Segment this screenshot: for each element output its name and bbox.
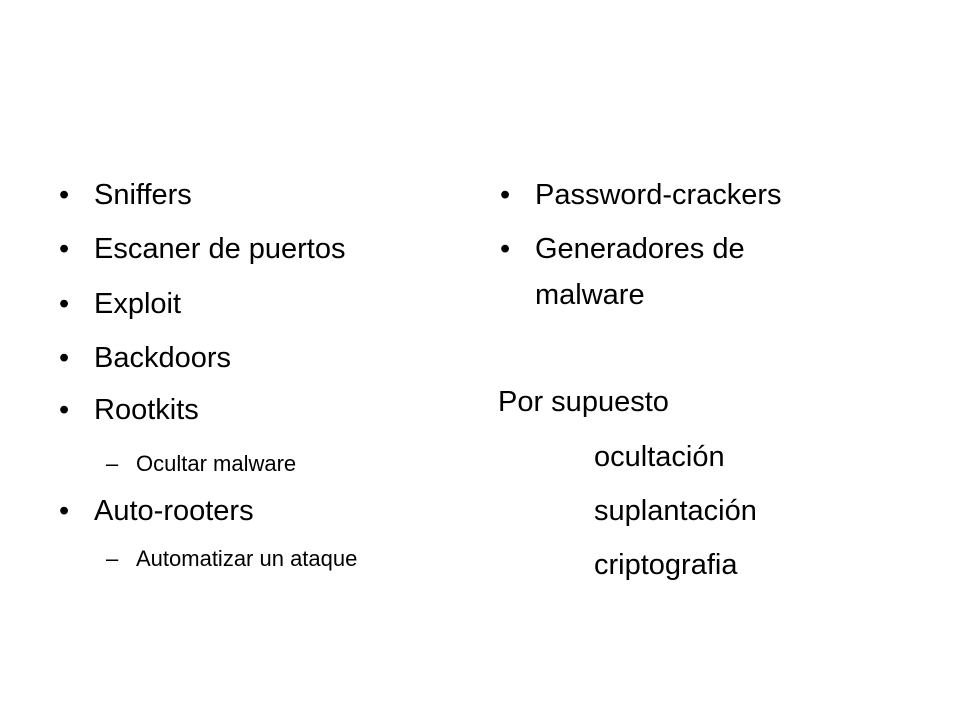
list-item-text: Auto-rooters xyxy=(94,495,254,527)
bullet-marker: • xyxy=(59,288,70,320)
list-item-backdoors xyxy=(59,342,232,375)
sub-item-automatizar xyxy=(106,546,358,572)
bullet-marker: • xyxy=(500,233,511,265)
bullet-marker: • xyxy=(59,179,70,211)
list-item-text: malware xyxy=(535,279,645,311)
bullet-marker: • xyxy=(59,495,70,527)
indented-item: ocultación xyxy=(594,441,725,473)
list-item-text: Sniffers xyxy=(94,179,192,211)
bullet-marker: • xyxy=(59,233,70,265)
indented-item: criptografia xyxy=(594,549,738,581)
bullet-marker: • xyxy=(59,394,70,426)
list-item-rootkits xyxy=(59,394,199,427)
bullet-marker: • xyxy=(500,179,511,211)
section-heading: Por supuesto xyxy=(498,386,669,418)
list-item-text: Backdoors xyxy=(94,342,232,374)
indented-item: suplantación xyxy=(594,495,757,527)
list-item-escaner xyxy=(59,233,346,266)
list-item-text: Rootkits xyxy=(94,394,199,426)
list-item-text: Password-crackers xyxy=(535,179,782,211)
bullet-marker: • xyxy=(59,342,70,374)
list-item-text: Exploit xyxy=(94,288,182,320)
sub-item-text: Ocultar malware xyxy=(136,451,297,476)
list-item-password-crackers xyxy=(500,179,782,212)
list-item-sniffers xyxy=(59,179,192,212)
list-item-text: Generadores de xyxy=(535,233,745,265)
list-item-generadores xyxy=(500,233,745,266)
list-item-exploit xyxy=(59,288,182,321)
dash-marker: – xyxy=(106,451,119,476)
sub-item-ocultar-malware xyxy=(106,451,297,477)
list-item-auto-rooters xyxy=(59,495,254,528)
sub-item-text: Automatizar un ataque xyxy=(136,546,358,571)
list-item-text: Escaner de puertos xyxy=(94,233,346,265)
list-item-continuation xyxy=(535,279,645,312)
dash-marker: – xyxy=(106,546,119,571)
